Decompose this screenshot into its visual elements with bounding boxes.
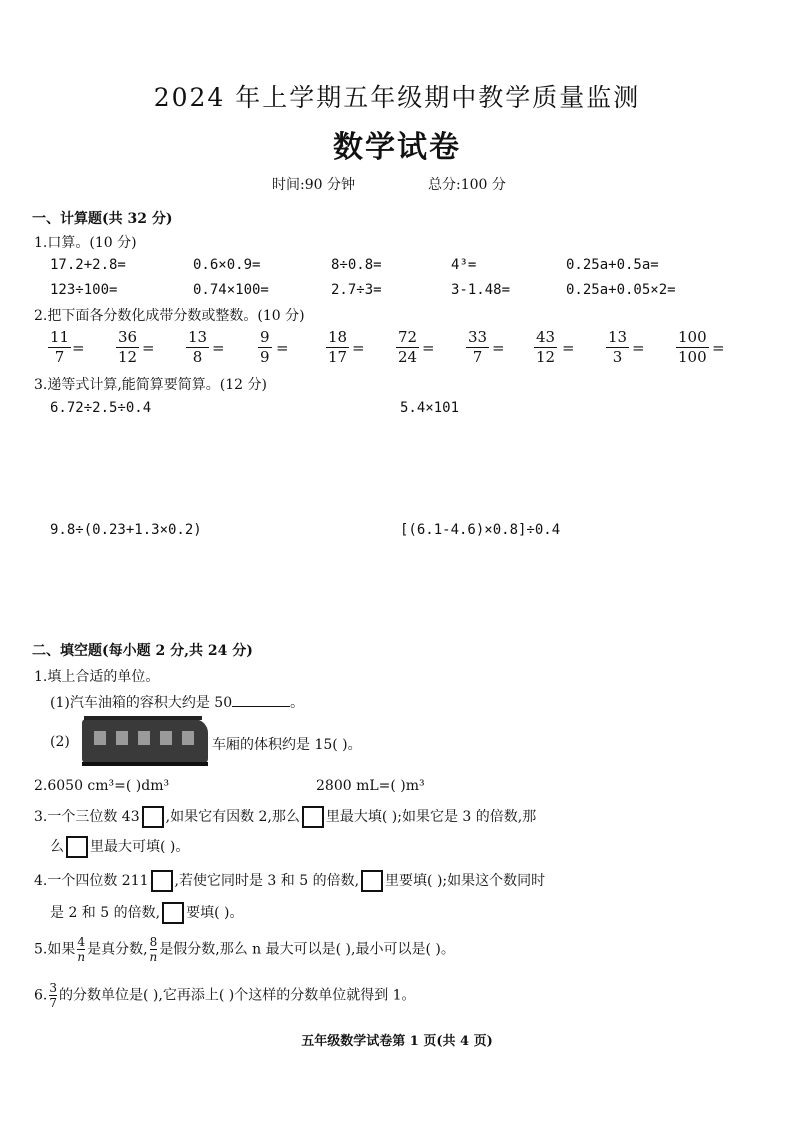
oral-calc-item: 0.6×0.9= (193, 257, 261, 273)
equals-sign: = (712, 339, 725, 357)
q2-label: 2.把下面各分数化成带分数或整数。(10 分) (34, 308, 305, 324)
s2-q4-text: 是 2 和 5 的倍数, (50, 905, 161, 921)
oral-calc-item: 8÷0.8= (331, 257, 382, 273)
s2-q4-text: 里要填( );如果这个数同时 (385, 873, 546, 889)
digit-box[interactable] (361, 870, 383, 892)
equals-sign: = (352, 339, 365, 357)
s2-q6-text: 6. (34, 987, 48, 1004)
s2-q4-text: 4.一个四位数 211 (34, 873, 149, 889)
s2-q3-line1 (34, 806, 536, 828)
oral-calc-item: 4³= (451, 257, 477, 273)
s2-q5-text: 是真分数, (87, 941, 148, 958)
stepwise-item: [(6.1-4.6)×0.8]÷0.4 (400, 522, 561, 538)
s2-q5-text: 5.如果 (34, 941, 76, 958)
s2-q3-text: 里最大可填( )。 (90, 839, 190, 855)
digit-box[interactable] (151, 870, 173, 892)
fraction: 13 3 (608, 328, 628, 366)
exam-time: 时间:90 分钟 (272, 177, 355, 193)
s2-q1-a (50, 692, 304, 712)
equals-sign: = (422, 339, 435, 357)
s2-q1-a-prefix: (1)汽车油箱的容积大约是 50 (50, 695, 233, 711)
stepwise-item: 6.72÷2.5÷0.4 (50, 400, 152, 416)
section1-heading: 一、计算题(共 32 分) (32, 211, 173, 227)
page-footer: 五年级数学试卷第 1 页(共 4 页) (301, 1034, 493, 1049)
digit-box[interactable] (162, 902, 184, 924)
s2-q4-text: ,若使它同时是 3 和 5 的倍数, (174, 873, 360, 889)
fraction: 13 8 (188, 328, 208, 366)
oral-calc-item: 0.74×100= (193, 282, 269, 298)
q1-label: 1.口算。(10 分) (34, 235, 137, 251)
oral-calc-item: 0.25a+0.05×2= (566, 282, 676, 298)
s2-q5-text: 是假分数,那么 n 最大可以是( ),最小可以是( )。 (159, 941, 455, 958)
fraction: $\frac{8}{n}$ (149, 935, 158, 964)
s2-q4-text: 要填( )。 (186, 905, 244, 921)
equals-sign: = (142, 339, 155, 357)
equals-sign: = (492, 339, 505, 357)
s2-q1-label: 1.填上合适的单位。 (34, 669, 160, 685)
fraction: 100 100 (678, 328, 707, 366)
s2-q3-line2 (50, 836, 189, 858)
equals-sign: = (632, 339, 645, 357)
oral-calc-item: 0.25a+0.5a= (566, 257, 659, 273)
s2-q5 (34, 936, 455, 963)
digit-box[interactable] (142, 806, 164, 828)
oral-calc-item: 2.7÷3= (331, 282, 382, 298)
fraction: 11 7 (50, 328, 70, 366)
answer-blank[interactable] (232, 692, 290, 707)
s2-q1-b-prefix: (2) (50, 734, 70, 750)
fraction: 33 7 (468, 328, 488, 366)
stepwise-item: 5.4×101 (400, 400, 460, 416)
s2-q1-b-text: 车厢的体积约是 15( )。 (212, 737, 362, 753)
fraction: 43 12 (536, 328, 556, 366)
fraction: 18 17 (328, 328, 348, 366)
exam-title: 2024 年上学期五年级期中教学质量监测 (153, 83, 641, 112)
fraction: 72 24 (398, 328, 418, 366)
fraction: $\frac{4}{n}$ (77, 935, 86, 964)
oral-calc-item: 17.2+2.8= (50, 257, 126, 273)
s2-q3-text: 3.一个三位数 43 (34, 809, 140, 825)
s2-q3-text: ,如果它有因数 2,那么 (165, 809, 300, 825)
equals-sign: = (276, 339, 289, 357)
exam-subtitle: 数学试卷 (333, 130, 461, 165)
s2-q1-a-suffix: 。 (290, 695, 305, 711)
oral-calc-item: 3-1.48= (451, 282, 511, 298)
section2-heading: 二、填空题(每小题 2 分,共 24 分) (32, 643, 253, 659)
s2-q2-part1: 2.6050 cm³=( )dm³ (34, 778, 170, 794)
equals-sign: = (212, 339, 225, 357)
digit-box[interactable] (66, 836, 88, 858)
fraction: $\frac{3}{7}$ (49, 981, 57, 1010)
equals-sign: = (72, 339, 85, 357)
s2-q4-line2 (50, 902, 243, 924)
train-carriage-image (82, 719, 208, 763)
q3-label: 3.递等式计算,能简算要简算。(12 分) (34, 377, 267, 393)
s2-q6 (34, 982, 416, 1009)
exam-total-score: 总分:100 分 (428, 177, 506, 193)
digit-box[interactable] (302, 806, 324, 828)
s2-q3-text: 么 (50, 839, 64, 855)
fraction: 36 12 (118, 328, 138, 366)
s2-q6-text: 的分数单位是( ),它再添上( )个这样的分数单位就得到 1。 (59, 987, 416, 1004)
s2-q4-line1 (34, 870, 545, 892)
s2-q2-part2: 2800 mL=( )m³ (316, 778, 425, 794)
equals-sign: = (562, 339, 575, 357)
fraction: 9 9 (260, 328, 270, 366)
s2-q3-text: 里最大填( );如果它是 3 的倍数,那 (325, 809, 537, 825)
oral-calc-item: 123÷100= (50, 282, 118, 298)
stepwise-item: 9.8÷(0.23+1.3×0.2) (50, 522, 202, 538)
